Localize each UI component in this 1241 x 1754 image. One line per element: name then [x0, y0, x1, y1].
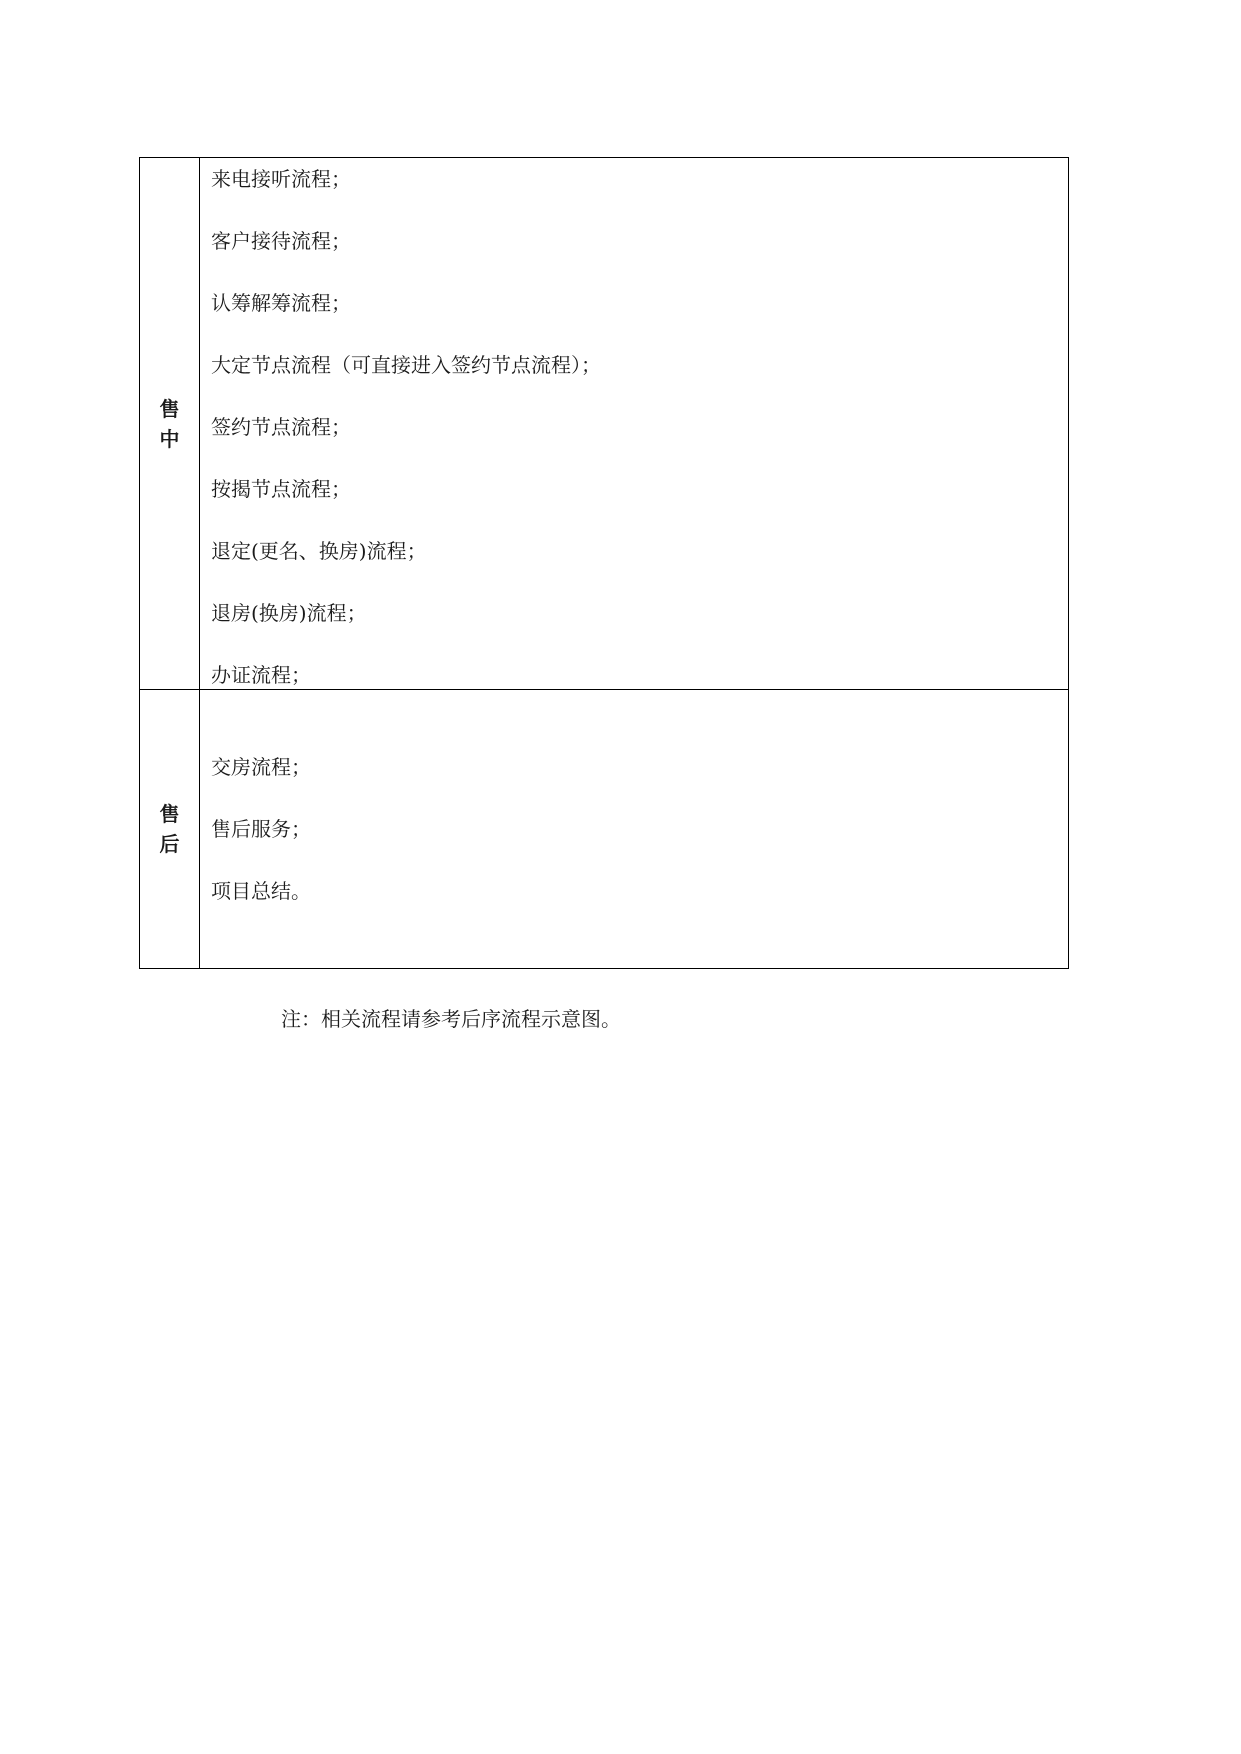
process-list	[200, 755, 1068, 903]
section-items-after-sale	[200, 690, 1069, 969]
process-item: 退定(更名、换房)流程；	[211, 538, 427, 563]
section-label-char: 售	[159, 396, 180, 421]
section-row-during-sale	[140, 158, 1069, 690]
section-label-during-sale	[140, 158, 200, 690]
footnote: 注：相关流程请参考后序流程示意图。	[281, 1007, 621, 1031]
process-list	[200, 161, 1068, 687]
section-label-after-sale	[140, 690, 200, 969]
process-item: 客户接待流程；	[211, 228, 351, 253]
section-row-after-sale	[140, 690, 1069, 969]
process-item: 大定节点流程（可直接进入签约节点流程）；	[211, 352, 601, 377]
process-item: 项目总结。	[211, 879, 311, 903]
process-item: 签约节点流程；	[211, 414, 351, 439]
section-label-char: 售	[159, 802, 180, 826]
process-item: 按揭节点流程；	[211, 476, 351, 501]
section-label-char: 后	[159, 832, 180, 856]
process-item: 交房流程；	[211, 755, 311, 779]
process-item: 售后服务；	[211, 817, 311, 841]
section-label-char: 中	[159, 426, 180, 451]
process-item: 办证流程；	[211, 662, 311, 687]
section-items-during-sale	[200, 158, 1069, 690]
process-table	[139, 157, 1069, 969]
process-item: 退房(换房)流程；	[211, 600, 367, 625]
process-item: 认筹解筹流程；	[211, 290, 351, 315]
process-item: 来电接听流程；	[211, 166, 351, 191]
